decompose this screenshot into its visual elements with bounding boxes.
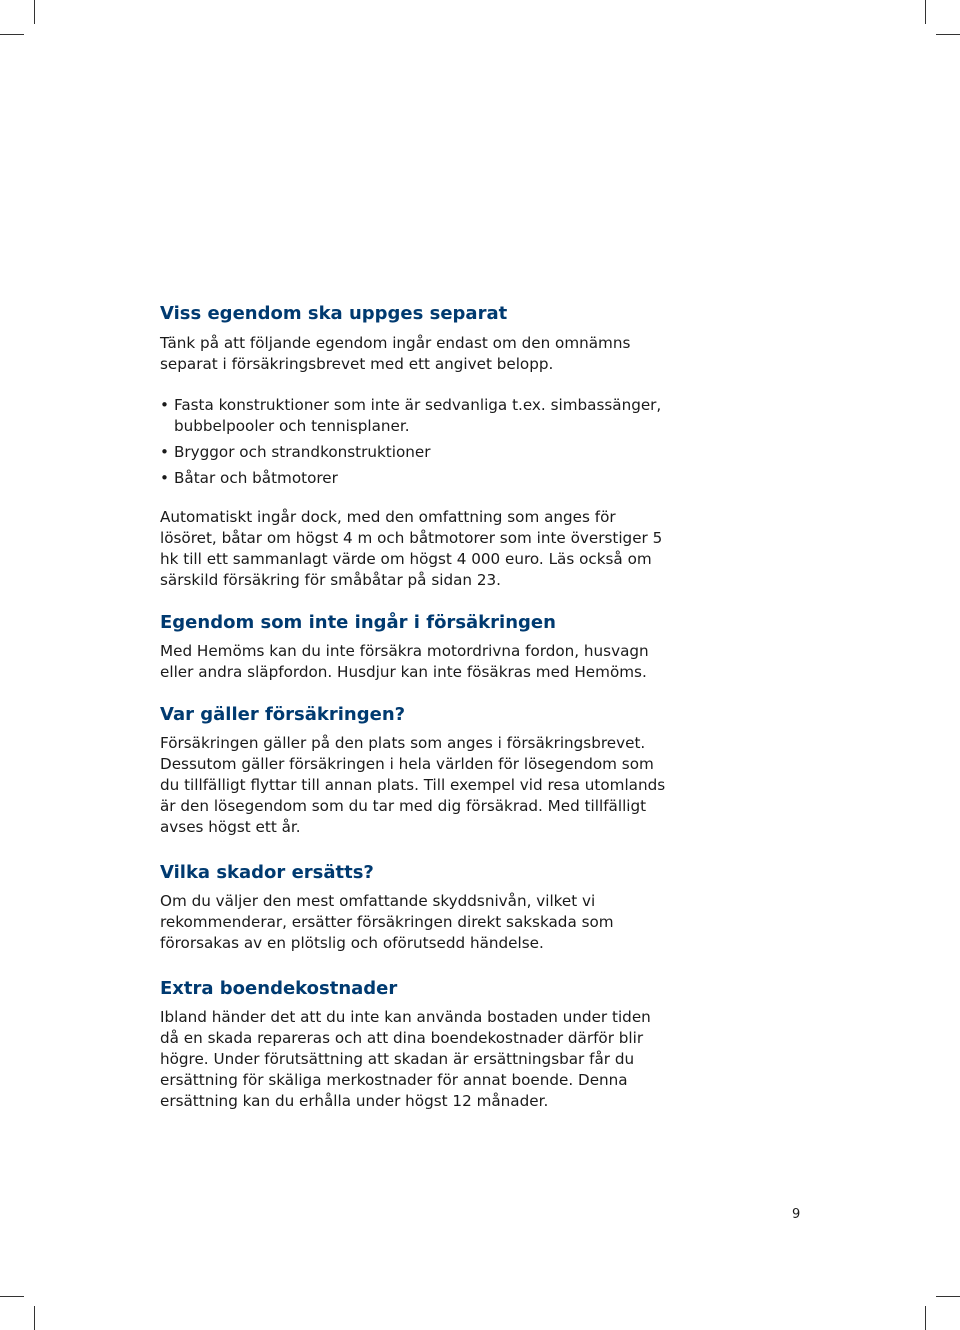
list-item <box>160 468 670 489</box>
section-body-excluded-property: Med Hemöms kan du inte försäkra motordrivna fordon, husvagn eller andra släpfordon. Husdjur kan inte fösäkras med Hemöms. <box>160 642 649 681</box>
section-heading-coverage-area: Var gäller försäkringen? <box>160 704 406 725</box>
section-heading-compensated-damages: Vilka skador ersätts? <box>160 862 374 883</box>
crop-mark-top-right-h <box>936 34 960 35</box>
section-body-automatic-inclusion: Automatiskt ingår dock, med den omfattning som anges för lösöret, båtar om högst 4 m och båtmotorer som inte överstiger 5 hk till ett sammanlagt värde om högst 4 000 euro. Läs också om särskild försäkring för småbåtar på sidan 23. <box>160 508 663 589</box>
page-number: 9 <box>792 1207 801 1222</box>
crop-mark-top-left-h <box>0 34 24 35</box>
crop-mark-bottom-right-h <box>936 1296 960 1297</box>
list-item-text: Bryggor och strandkonstruktioner <box>174 443 431 461</box>
section-body-coverage-area: Försäkringen gäller på den plats som anges i försäkringsbrevet. Dessutom gäller försäkringen i hela världen för lösegendom som du tillfälligt flyttar till annan plats. Till exempel vid resa utomlands är den lösegendom som du tar med dig försäkrad. Med tillfälligt avses högst ett år. <box>160 734 666 836</box>
separate-property-list <box>160 395 670 489</box>
list-item-text: Fasta konstruktioner som inte är sedvanliga t.ex. simbassänger, bubbelpooler och tennisplaner. <box>174 396 662 435</box>
bullet-icon: • <box>160 396 169 414</box>
section-heading-separate-property: Viss egendom ska uppges separat <box>160 303 508 324</box>
bullet-icon: • <box>160 443 169 461</box>
crop-mark-bottom-left-v <box>34 1306 35 1330</box>
section-body-compensated-damages: Om du väljer den mest omfattande skyddsnivån, vilket vi rekommenderar, ersätter försäkringen direkt sakskada som förorsakas av en plötslig och oförutsedd händelse. <box>160 892 614 952</box>
crop-mark-bottom-left-h <box>0 1296 24 1297</box>
section-heading-extra-housing-costs: Extra boendekostnader <box>160 978 398 999</box>
crop-mark-top-left-v <box>34 0 35 24</box>
list-item <box>160 442 670 463</box>
bullet-icon: • <box>160 469 169 487</box>
section-intro-separate-property: Tänk på att följande egendom ingår endast om den omnämns separat i försäkringsbrevet med ett angivet belopp. <box>160 334 631 373</box>
list-item <box>160 395 670 437</box>
crop-mark-top-right-v <box>925 0 926 24</box>
crop-mark-bottom-right-v <box>925 1306 926 1330</box>
page-content <box>160 302 670 1112</box>
section-body-extra-housing-costs: Ibland händer det att du inte kan använda bostaden under tiden då en skada repareras och att dina boendekostnader därför blir högre. Under förutsättning att skadan är ersättningsbar får du ersättning för skäliga merkostnader för annat boende. Denna ersättning kan du erhålla under högst 12 månader. <box>160 1008 651 1110</box>
section-heading-excluded-property: Egendom som inte ingår i försäkringen <box>160 612 556 633</box>
list-item-text: Båtar och båtmotorer <box>174 469 338 487</box>
